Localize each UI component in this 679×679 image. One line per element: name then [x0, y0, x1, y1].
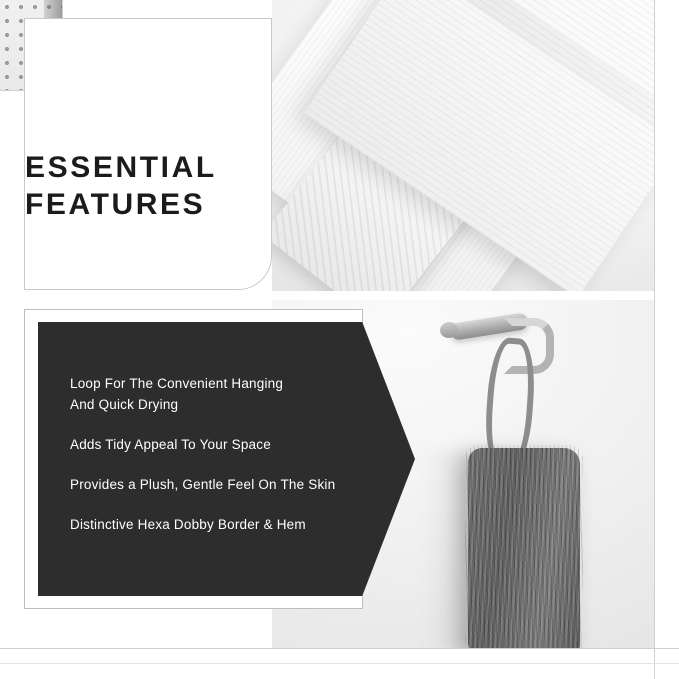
- right-gutter: [664, 0, 679, 679]
- frame-bottom-line: [0, 648, 679, 649]
- page-title: [25, 150, 255, 223]
- list-item: Distinctive Hexa Dobby Border & Hem: [70, 516, 306, 532]
- list-item: Provides a Plush, Gentle Feel On The Skin: [70, 476, 336, 492]
- grey-towel: [468, 448, 580, 648]
- frame-right-line: [654, 0, 655, 679]
- towel-dobby-border: [407, 0, 654, 146]
- frame-bottom-line-secondary: [0, 663, 679, 664]
- headline-line-2: FEATURES: [25, 187, 206, 221]
- list-item: Loop For The Convenient Hanging And Quick Drying: [70, 376, 284, 412]
- white-towel-folded-photo: [272, 0, 654, 291]
- features-list: [70, 374, 390, 536]
- headline-line-1: ESSENTIAL: [25, 151, 217, 184]
- list-item: Adds Tidy Appeal To Your Space: [70, 436, 271, 452]
- towel-texture: [465, 445, 583, 648]
